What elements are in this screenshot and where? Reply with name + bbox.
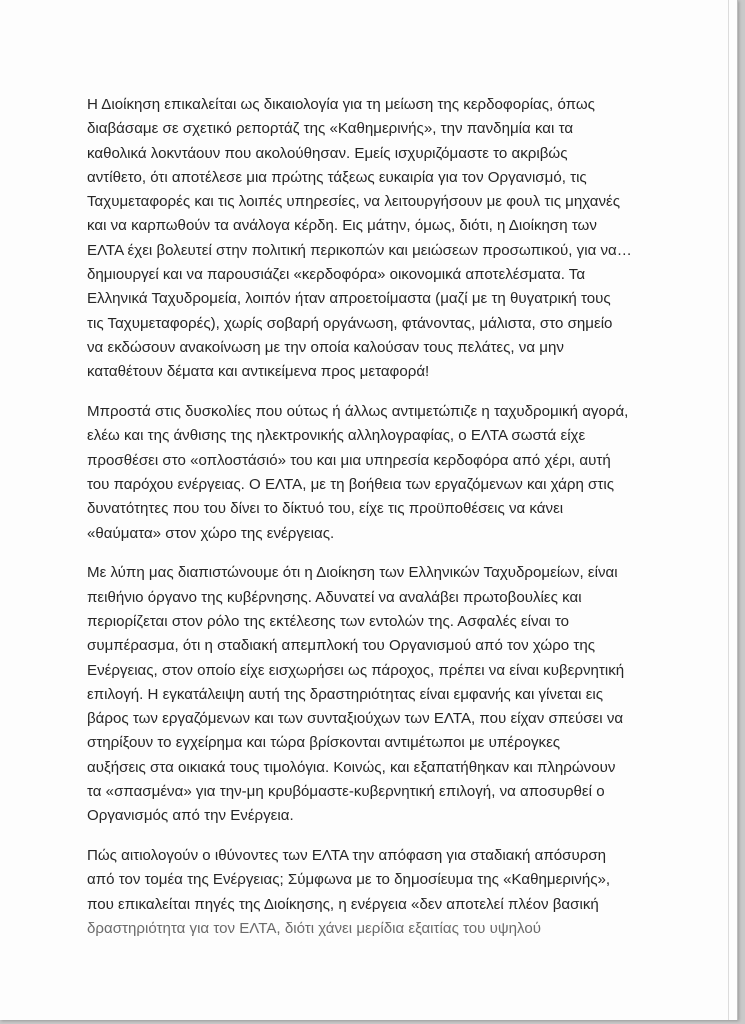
text-line: διαβάσαμε σε σχετικό ρεπορτάζ της «Καθημερινής», την πανδημία και τα — [87, 120, 574, 138]
text-line: τις Ταχυμεταφορές), χωρίς σοβαρή οργάνωση, φτάνοντας, μάλιστα, στο σημείο — [87, 314, 613, 332]
text-line: ΕΛΤΑ έχει βολευτεί στην πολιτική περικοπών και μειώσεων προσωπικού, για να… — [87, 241, 632, 259]
text-line: περιορίζεται στον ρόλο της εκτέλεσης των εντολών της. Ασφαλές είναι το — [87, 612, 569, 630]
text-line: δημιουργεί και να παρουσιάζει «κερδοφόρα» οικονομικά αποτελέσματα. Τα — [87, 266, 586, 284]
text-line: αντίθετο, ότι αποτέλεσε μια πρώτης τάξεως ευκαιρία για τον Οργανισμό, τις — [87, 168, 587, 186]
text-line: που επικαλείται πηγές της Διοίκησης, η ενέργεια «δεν αποτελεί πλέον βασική — [87, 895, 599, 913]
text-line: Ενέργειας, στον οποίο είχε εισχωρήσει ως πάροχος, πρέπει να είναι κυβερνητική — [87, 661, 625, 679]
text-line: αυξήσεις στα οικιακά τους τιμολόγια. Κοινώς, και εξαπατήθηκαν και πληρώνουν — [87, 758, 616, 776]
text-line: βάρος των εργαζόμενων και των συνταξιούχων των ΕΛΤΑ, που είχαν σπεύσει να — [87, 710, 624, 728]
text-line: ελέω και της άνθισης της ηλεκτρονικής αλληλογραφίας, ο ΕΛΤΑ σωστά είχε — [87, 427, 586, 445]
text-line: και να καρπωθούν τα ανάλογα κέρδη. Εις μάτην, όμως, διότι, η Διοίκηση των — [87, 217, 597, 235]
text-line: δυνατότητες που του δίνει το δίκτυό του, είχε τις προϋποθέσεις να κάνει — [87, 500, 564, 518]
paragraph-3 — [87, 561, 677, 828]
text-line: από τον τομέα της Ενέργειας; Σύμφωνα με το δημοσίευμα της «Καθημερινής», — [87, 871, 611, 889]
text-line: Η Διοίκηση επικαλείται ως δικαιολογία για τη μείωση της κερδοφορίας, όπως — [87, 96, 595, 113]
text-line: καταθέτουν δέματα και αντικείμενα προς μεταφορά! — [87, 363, 430, 381]
text-line: Πώς αιτιολογούν ο ιθύνοντες των ΕΛΤΑ την απόφαση για σταδιακή απόσυρση — [87, 847, 607, 865]
paragraph-2 — [87, 400, 677, 546]
paragraph-1 — [87, 93, 677, 385]
text-line: Ταχυμεταφορές και τις λοιπές υπηρεσίες, να λειτουργήσουν με φουλ τις μηχανές — [87, 193, 621, 211]
text-line: καθολικά λοκντάουν που ακολούθησαν. Εμείς ισχυριζόμαστε το ακριβώς — [87, 144, 568, 162]
text-line: προσθέσει στο «οπλοστάσιό» του και μια υπηρεσία κερδοφόρα από χέρι, αυτή — [87, 451, 611, 469]
text-line: Με λύπη μας διαπιστώνουμε ότι η Διοίκηση των Ελληνικών Ταχυδρομείων, είναι — [87, 564, 618, 582]
text-line: στηρίξουν το εγχείρημα και τώρα βρίσκονται αντιμέτωποι με υπέρογκες — [87, 734, 561, 752]
text-line: Οργανισμός από την Ενέργεια. — [87, 807, 294, 825]
text-line: να εκδώσουν ανακοίνωση με την οποία καλούσαν τους πελάτες, να μην — [87, 338, 564, 356]
text-line: επιλογή. Η εγκατάλειψη αυτή της δραστηριότητας είναι εμφανής και γίνεται εις — [87, 685, 604, 703]
text-line: τα «σπασμένα» για την-μη κρυβόμαστε-κυβερνητική επιλογή, να αποσυρθεί ο — [87, 783, 605, 801]
text-line: του παρόχου ενέργειας. Ο ΕΛΤΑ, με τη βοήθεια των εργαζόμενων και χάρη στις — [87, 475, 614, 493]
text-line: «θαύματα» στον χώρο της ενέργειας. — [87, 524, 335, 542]
text-line: Μπροστά στις δυσκολίες που ούτως ή άλλως αντιμετώπιζε η ταχυδρομική αγορά, — [87, 403, 629, 421]
page-edge-shadow — [728, 0, 729, 1020]
paragraph-4 — [87, 844, 677, 941]
text-line: πειθήνιο όργανο της κυβέρνησης. Αδυνατεί να αναλάβει πρωτοβουλίες και — [87, 588, 582, 606]
document-body — [87, 93, 677, 957]
text-line: συμπέρασμα, ότι η σταδιακή απεμπλοκή του Οργανισμού από τον χώρο της — [87, 637, 596, 655]
text-line: δραστηριότητα για τον ΕΛΤΑ, διότι χάνει μερίδια εξαιτίας του υψηλού — [87, 920, 542, 937]
text-line: Ελληνικά Ταχυδρομεία, λοιπόν ήταν απροετοίμαστα (μαζί με τη θυγατρική τους — [87, 290, 611, 308]
